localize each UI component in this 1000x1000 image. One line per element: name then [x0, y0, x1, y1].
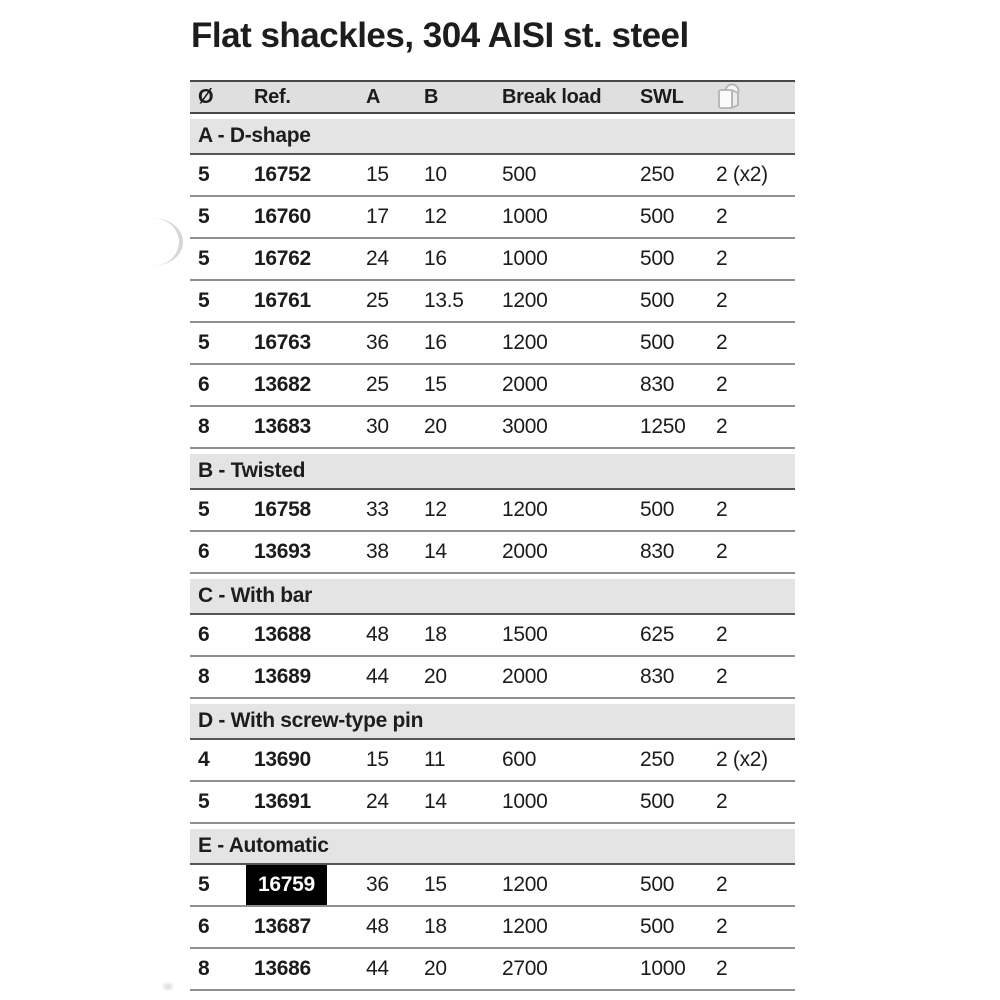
- cell-pack: 2 (x2): [716, 163, 768, 186]
- cell-b: 16: [424, 331, 447, 354]
- ref-value: 16760: [254, 205, 311, 228]
- column-header-swl: SWL: [640, 85, 684, 108]
- cell-ref: [246, 365, 358, 405]
- cell-ref: [246, 197, 358, 237]
- cell-break-load: 1200: [502, 498, 548, 521]
- cell-ref: [246, 490, 358, 530]
- section-header-label: E - Automatic: [198, 834, 329, 857]
- section-header-label: A - D-shape: [198, 124, 311, 147]
- column-header-diameter: Ø: [198, 85, 214, 108]
- cell-break-load: 500: [502, 163, 537, 186]
- cell-a: 25: [366, 289, 389, 312]
- cell-a: 24: [366, 247, 389, 270]
- table-row: [190, 782, 795, 824]
- cell-diameter: 5: [198, 205, 210, 228]
- cell-diameter: 6: [198, 540, 210, 563]
- cell-diameter: 4: [198, 748, 210, 771]
- ref-value: 16759: [246, 865, 327, 905]
- cell-break-load: 1000: [502, 205, 548, 228]
- ref-value: 13691: [254, 790, 311, 813]
- cell-diameter: 8: [198, 665, 210, 688]
- cell-pack: 2 (x2): [716, 748, 768, 771]
- cell-a: 36: [366, 331, 389, 354]
- table-row: [190, 281, 795, 323]
- cell-break-load: 1200: [502, 915, 548, 938]
- ref-value: 13686: [254, 957, 311, 980]
- column-header-pack: [708, 82, 795, 112]
- cell-a: 15: [366, 163, 389, 186]
- cell-b: 20: [424, 415, 447, 438]
- cell-b: 15: [424, 373, 447, 396]
- table-row: [190, 657, 795, 699]
- cell-a: 36: [366, 873, 389, 896]
- table-row: [190, 949, 795, 991]
- ref-value: 16761: [254, 289, 311, 312]
- cell-break-load: 2000: [502, 665, 548, 688]
- ref-value: 13688: [254, 623, 311, 646]
- cell-swl: 500: [640, 498, 675, 521]
- cell-diameter: 5: [198, 873, 210, 896]
- ref-value: 13687: [254, 915, 311, 938]
- cell-break-load: 1500: [502, 623, 548, 646]
- cell-swl: 500: [640, 289, 675, 312]
- section-header-label: B - Twisted: [198, 459, 306, 482]
- cell-break-load: 600: [502, 748, 537, 771]
- cell-diameter: 8: [198, 957, 210, 980]
- cell-pack: 2: [716, 247, 728, 270]
- table-header-row: [190, 80, 795, 114]
- cell-a: 24: [366, 790, 389, 813]
- cell-swl: 500: [640, 331, 675, 354]
- cell-b: 10: [424, 163, 447, 186]
- cell-pack: 2: [716, 790, 728, 813]
- cell-ref: [246, 239, 358, 279]
- section-header: [190, 579, 795, 615]
- ref-value: 16752: [254, 163, 311, 186]
- table-row: [190, 407, 795, 449]
- cell-b: 13.5: [424, 289, 464, 312]
- ref-value: 13682: [254, 373, 311, 396]
- section-header: [190, 704, 795, 740]
- cell-swl: 250: [640, 748, 675, 771]
- cell-swl: 500: [640, 247, 675, 270]
- table-row: [190, 323, 795, 365]
- section-header: [190, 829, 795, 865]
- cell-swl: 500: [640, 915, 675, 938]
- cell-break-load: 1200: [502, 331, 548, 354]
- cell-break-load: 2700: [502, 957, 548, 980]
- shackles-table: [190, 80, 795, 991]
- cell-break-load: 3000: [502, 415, 548, 438]
- cell-swl: 1000: [640, 957, 686, 980]
- table-row: [190, 490, 795, 532]
- cell-b: 20: [424, 665, 447, 688]
- cell-diameter: 5: [198, 331, 210, 354]
- cell-diameter: 5: [198, 247, 210, 270]
- cell-swl: 830: [640, 540, 675, 563]
- cell-a: 33: [366, 498, 389, 521]
- cell-ref: [246, 281, 358, 321]
- ref-value: 16763: [254, 331, 311, 354]
- cell-ref: [246, 323, 358, 363]
- cell-ref: [246, 615, 358, 655]
- cell-break-load: 1200: [502, 289, 548, 312]
- column-header-a: A: [366, 85, 381, 108]
- cell-swl: 500: [640, 205, 675, 228]
- section-header-label: D - With screw-type pin: [198, 709, 424, 732]
- cell-pack: 2: [716, 915, 728, 938]
- cell-pack: 2: [716, 498, 728, 521]
- cell-diameter: 8: [198, 415, 210, 438]
- cell-pack: 2: [716, 331, 728, 354]
- cell-b: 12: [424, 205, 447, 228]
- table-row: [190, 239, 795, 281]
- cell-ref: [246, 657, 358, 697]
- cell-diameter: 6: [198, 915, 210, 938]
- ref-value: 16762: [254, 247, 311, 270]
- ref-value: 16758: [254, 498, 311, 521]
- cell-swl: 830: [640, 373, 675, 396]
- cell-pack: 2: [716, 373, 728, 396]
- cell-diameter: 5: [198, 790, 210, 813]
- cell-swl: 1250: [640, 415, 686, 438]
- ref-value: 13689: [254, 665, 311, 688]
- cell-diameter: 6: [198, 373, 210, 396]
- cell-a: 25: [366, 373, 389, 396]
- cell-ref: [246, 155, 358, 195]
- cell-break-load: 2000: [502, 540, 548, 563]
- table-row: [190, 907, 795, 949]
- cell-b: 20: [424, 957, 447, 980]
- package-icon: [712, 83, 744, 111]
- cell-ref: [246, 907, 358, 947]
- cell-ref: [246, 865, 358, 905]
- column-header-break-load: Break load: [502, 85, 602, 108]
- cell-ref: [246, 949, 358, 989]
- column-header-ref: Ref.: [254, 85, 291, 108]
- cell-swl: 625: [640, 623, 675, 646]
- cell-b: 15: [424, 873, 447, 896]
- cell-pack: 2: [716, 205, 728, 228]
- cell-swl: 250: [640, 163, 675, 186]
- cell-pack: 2: [716, 415, 728, 438]
- cell-a: 30: [366, 415, 389, 438]
- cell-break-load: 2000: [502, 373, 548, 396]
- cell-swl: 830: [640, 665, 675, 688]
- section-header: [190, 454, 795, 490]
- cell-pack: 2: [716, 873, 728, 896]
- cell-pack: 2: [716, 957, 728, 980]
- cell-a: 17: [366, 205, 389, 228]
- scan-artifact: [163, 983, 173, 990]
- table-row: [190, 615, 795, 657]
- table-row: [190, 740, 795, 782]
- cell-pack: 2: [716, 289, 728, 312]
- cell-ref: [246, 740, 358, 780]
- cell-a: 48: [366, 915, 389, 938]
- table-row: [190, 155, 795, 197]
- cell-swl: 500: [640, 790, 675, 813]
- page-title: Flat shackles, 304 AISI st. steel: [191, 16, 689, 55]
- cell-a: 38: [366, 540, 389, 563]
- table-body: [190, 119, 795, 991]
- cell-pack: 2: [716, 665, 728, 688]
- cell-ref: [246, 407, 358, 447]
- cell-break-load: 1000: [502, 247, 548, 270]
- cell-b: 16: [424, 247, 447, 270]
- cell-a: 15: [366, 748, 389, 771]
- cropped-photo-edge: [153, 218, 183, 266]
- cell-ref: [246, 782, 358, 822]
- ref-value: 13683: [254, 415, 311, 438]
- cell-b: 12: [424, 498, 447, 521]
- ref-value: 13690: [254, 748, 311, 771]
- cell-diameter: 5: [198, 289, 210, 312]
- cell-b: 14: [424, 540, 447, 563]
- cell-diameter: 6: [198, 623, 210, 646]
- cell-pack: 2: [716, 540, 728, 563]
- cell-swl: 500: [640, 873, 675, 896]
- table-row: [190, 532, 795, 574]
- cell-a: 44: [366, 957, 389, 980]
- cell-b: 18: [424, 623, 447, 646]
- cell-a: 44: [366, 665, 389, 688]
- table-row: [190, 197, 795, 239]
- table-row: [190, 365, 795, 407]
- cell-diameter: 5: [198, 498, 210, 521]
- column-header-b: B: [424, 85, 439, 108]
- cell-b: 11: [424, 748, 446, 771]
- ref-value: 13693: [254, 540, 311, 563]
- section-header-label: C - With bar: [198, 584, 313, 607]
- cell-a: 48: [366, 623, 389, 646]
- table-row: [190, 865, 795, 907]
- cell-pack: 2: [716, 623, 728, 646]
- cell-b: 18: [424, 915, 447, 938]
- cell-b: 14: [424, 790, 447, 813]
- cell-break-load: 1000: [502, 790, 548, 813]
- cell-diameter: 5: [198, 163, 210, 186]
- cell-ref: [246, 532, 358, 572]
- cell-break-load: 1200: [502, 873, 548, 896]
- section-header: [190, 119, 795, 155]
